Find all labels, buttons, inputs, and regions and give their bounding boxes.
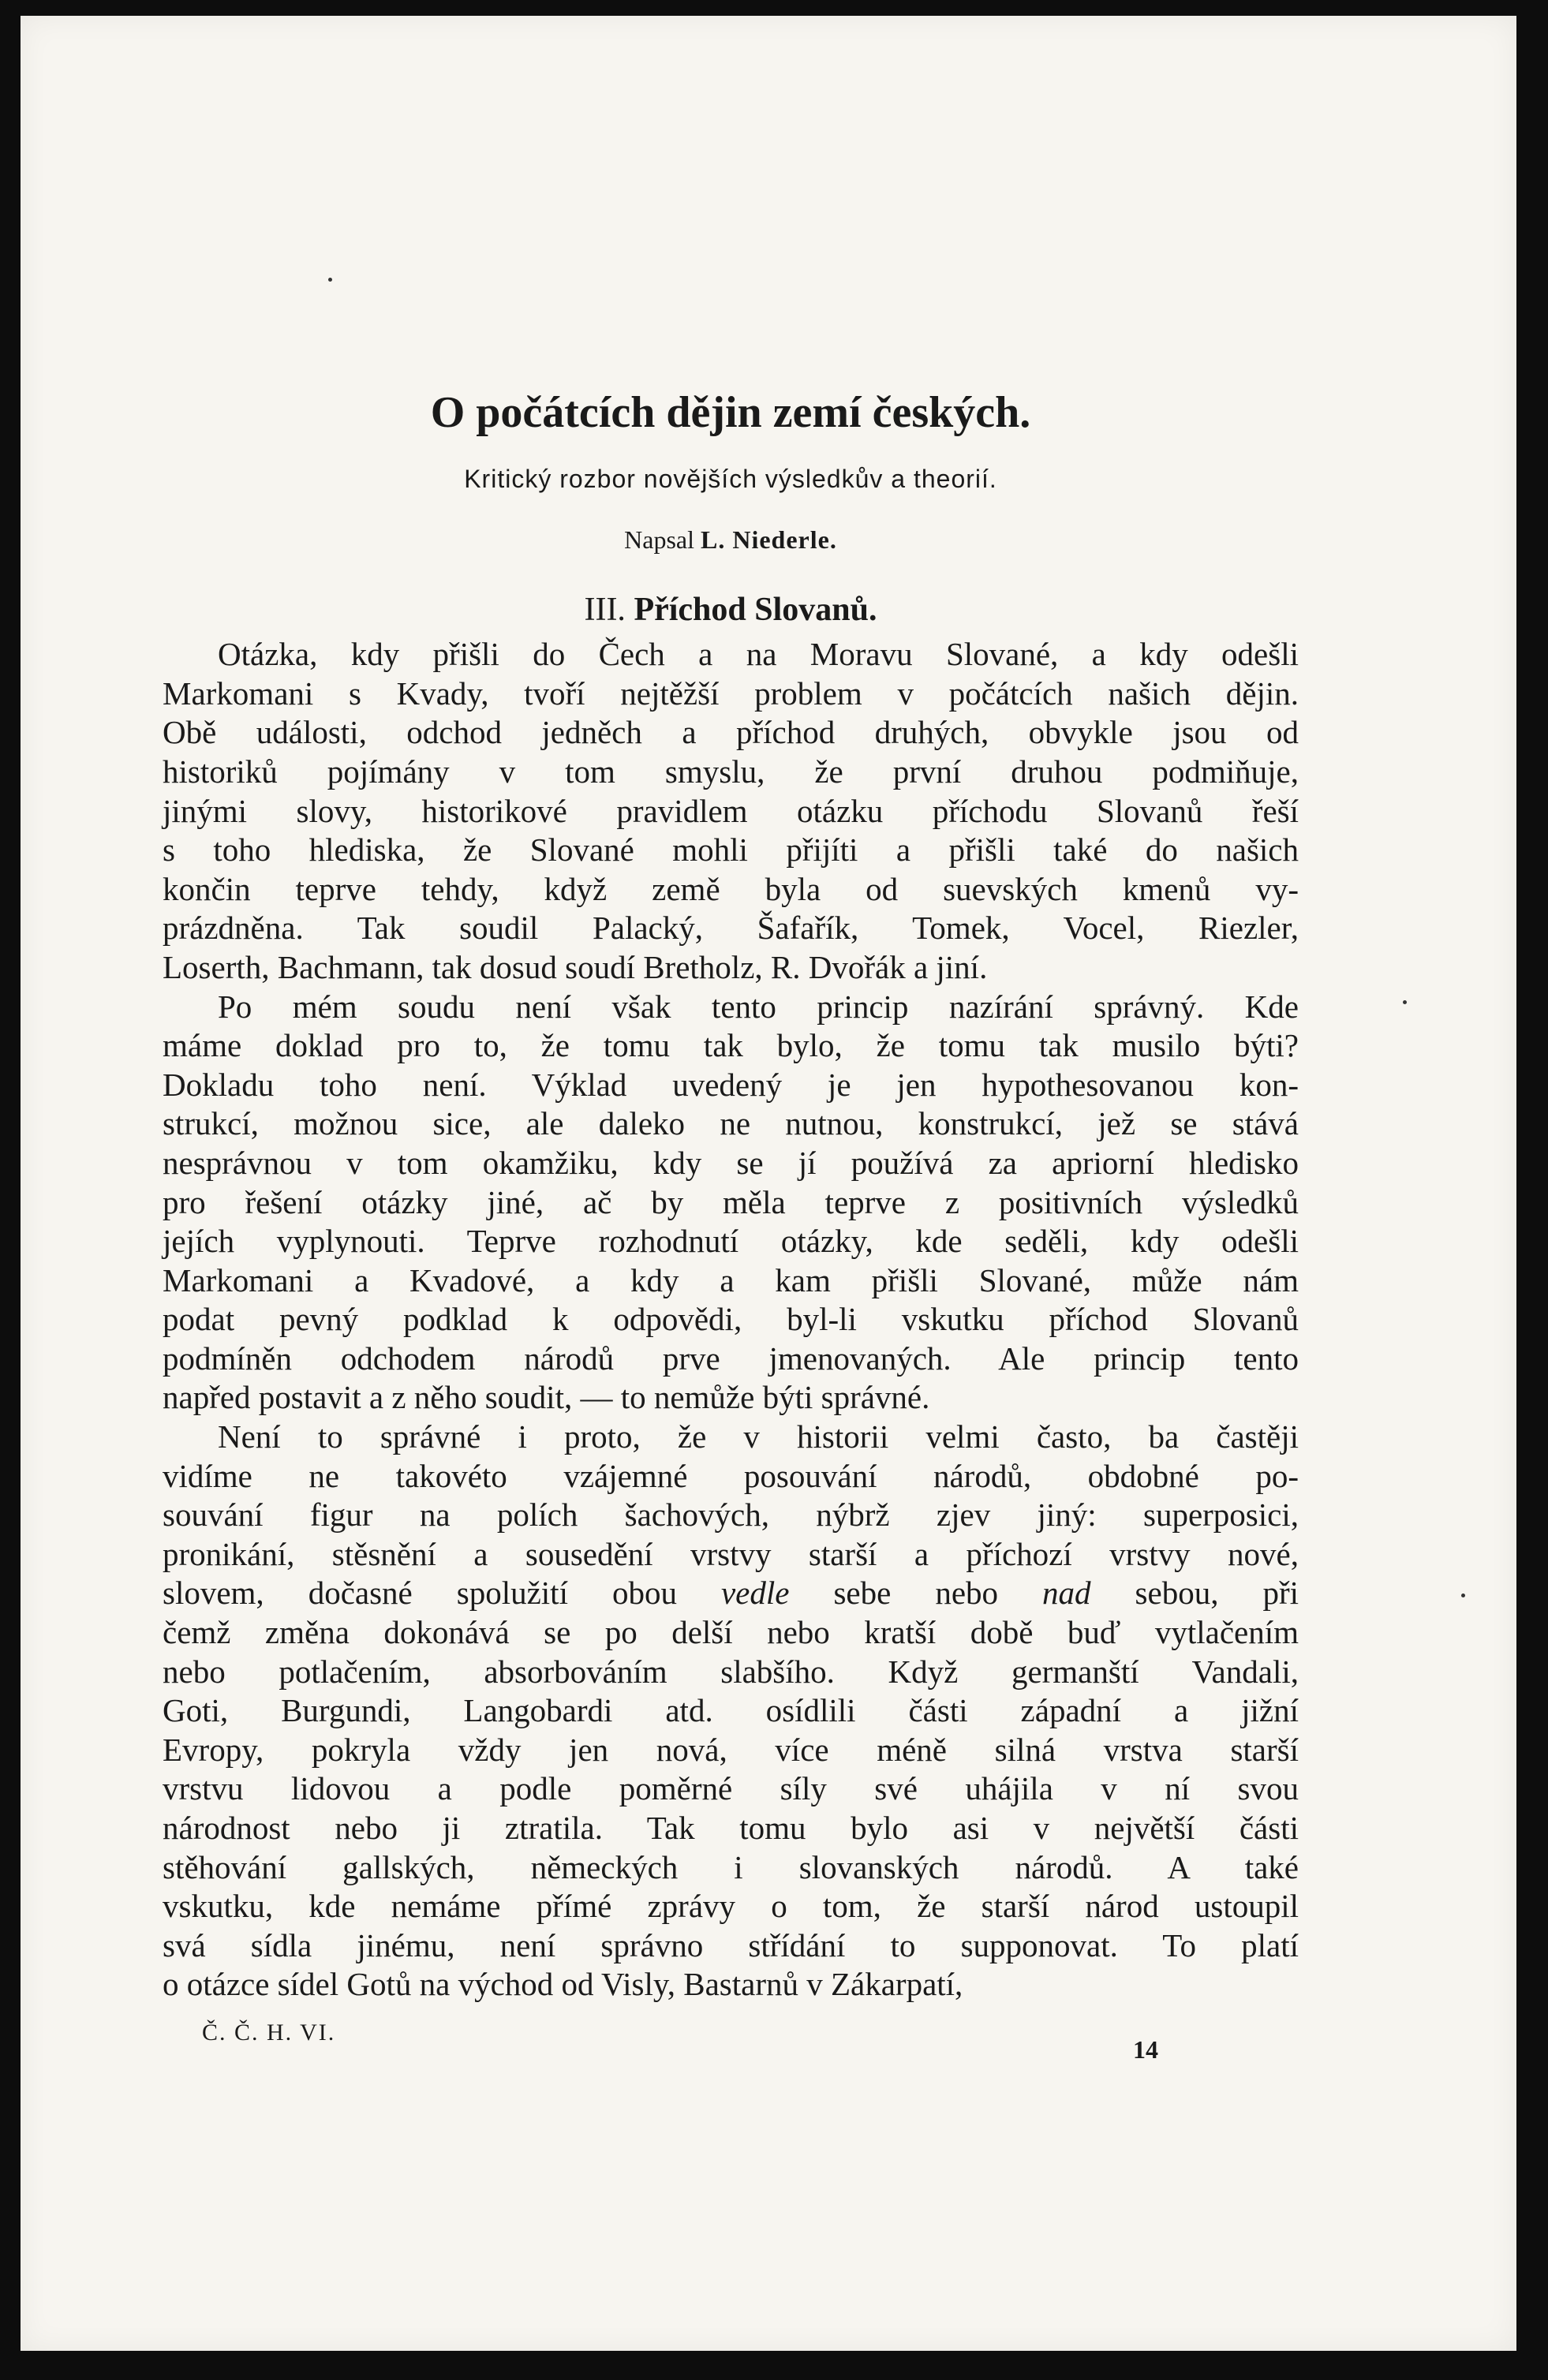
- text-line: stěhování gallských, německých i slovanských národů. A také: [163, 1848, 1299, 1885]
- text-line: slovem, dočasné spolužití obou vedle sebe nebo nad sebou, při: [163, 1575, 1299, 1612]
- text-line: vskutku, kde nemáme přímé zprávy o tom, že starší národ ustoupil: [163, 1888, 1299, 1925]
- paragraph: [163, 988, 1299, 1418]
- text-line: máme doklad pro to, že tomu tak bylo, že tomu tak musilo býti?: [163, 1027, 1299, 1064]
- paragraphs-container: [163, 635, 1299, 2005]
- page-number: 14: [1133, 2035, 1158, 2064]
- text-line: nesprávnou v tom okamžiku, kdy se jí používá za apriorní hledisko: [163, 1144, 1299, 1181]
- text-line: Dokladu toho není. Výklad uvedený je jen hypothesovanou kon-: [163, 1066, 1299, 1103]
- section-title: Příchod Slovanů.: [634, 592, 877, 629]
- text-line: svá sídla jinému, není správno střídání to supponovat. To platí: [163, 1926, 1299, 1963]
- text-line: vidíme ne takovéto vzájemné posouvání národů, obdobné po-: [163, 1457, 1299, 1494]
- text-line: Goti, Burgundi, Langobardi atd. osídlili části západní a jižní: [163, 1692, 1299, 1729]
- print-speck: [1403, 1000, 1407, 1004]
- author-line: [163, 525, 1299, 555]
- document-page: [21, 16, 1516, 2351]
- text-line: souvání figur na polích šachových, nýbrž zjev jiný: superposici,: [163, 1496, 1299, 1534]
- article-title: O počátcích dějin zemí českých.: [430, 388, 1031, 437]
- text-line: končin teprve tehdy, když země byla od suevských kmenů vy-: [163, 870, 1299, 907]
- signature-mark: Č. Č. H. VI.: [202, 2019, 336, 2046]
- text-line: nebo potlačením, absorbováním slabšího. Když germanští Vandali,: [163, 1653, 1299, 1690]
- text-line: Otázka, kdy přišli do Čech a na Moravu Slované, a kdy odešli: [218, 636, 1299, 673]
- text-line: Markomani a Kvadové, a kdy a kam přišli Slované, může nám: [163, 1261, 1299, 1298]
- paragraph: [163, 635, 1299, 987]
- article-subtitle: Kritický rozbor novějších výsledkův a theorií.: [464, 465, 997, 494]
- text-line: historiků pojímány v tom smyslu, že první druhou podmiňuje,: [163, 753, 1299, 790]
- text-line: pronikání, stěsnění a sousedění vrstvy starší a příchozí vrstvy nové,: [163, 1535, 1299, 1572]
- text-line: napřed postavit a z něho soudit, — to nemůže býti správné.: [163, 1379, 930, 1416]
- author-name: L. Niederle.: [701, 525, 837, 555]
- print-speck: [328, 278, 332, 282]
- text-line: strukcí, možnou sice, ale daleko ne nutnou, konstrukcí, jež se stává: [163, 1105, 1299, 1142]
- text-line: Markomani s Kvady, tvoří nejtěžší problem v počátcích našich dějin.: [163, 674, 1299, 712]
- text-line: Evropy, pokryla vždy jen nová, více méně silná vrstva starší: [163, 1731, 1299, 1768]
- text-line: s toho hlediska, že Slované mohli přijíti a přišli také do našich: [163, 831, 1299, 869]
- text-line: Loserth, Bachmann, tak dosud soudí Bretholz, R. Dvořák a jiní.: [163, 948, 988, 985]
- section-heading: [163, 591, 1299, 629]
- text-line: o otázce sídel Gotů na východ od Visly, Bastarnů v Zákarpatí,: [163, 1966, 963, 2003]
- text-line: podat pevný podklad k odpovědi, byl-li vskutku příchod Slovanů: [163, 1301, 1299, 1338]
- text-line: Není to správné i proto, že v historii velmi často, ba častěji: [218, 1418, 1299, 1455]
- section-number: III.: [584, 592, 626, 629]
- text-line: podmíněn odchodem národů prve jmenovaných. Ale princip tento: [163, 1339, 1299, 1377]
- text-line: jinými slovy, historikové pravidlem otázku příchodu Slovanů řeší: [163, 792, 1299, 829]
- text-line: národnost nebo ji ztratila. Tak tomu bylo asi v největší části: [163, 1810, 1299, 1846]
- text-line: vrstvu lidovou a podle poměrné síly své uhájila v ní svou: [163, 1770, 1299, 1807]
- text-line: Obě události, odchod jedněch a příchod druhých, obvykle jsou od: [163, 714, 1299, 751]
- print-speck: [1461, 1594, 1465, 1597]
- text-line: čemž změna dokonává se po delší nebo kratší době buď vytlačením: [163, 1614, 1299, 1651]
- article-body: [163, 387, 1299, 2005]
- text-line: jejích vyplynouti. Teprve rozhodnutí otázky, kde seděli, kdy odešli: [163, 1223, 1299, 1260]
- text-line: Po mém soudu není však tento princip nazírání správný. Kde: [218, 988, 1299, 1025]
- author-prefix: Napsal: [624, 525, 694, 555]
- text-line: prázdněna. Tak soudil Palacký, Šafařík, Tomek, Vocel, Riezler,: [163, 910, 1299, 947]
- text-line: pro řešení otázky jiné, ač by měla teprve z positivních výsledků: [163, 1183, 1299, 1220]
- paragraph: [163, 1418, 1299, 2005]
